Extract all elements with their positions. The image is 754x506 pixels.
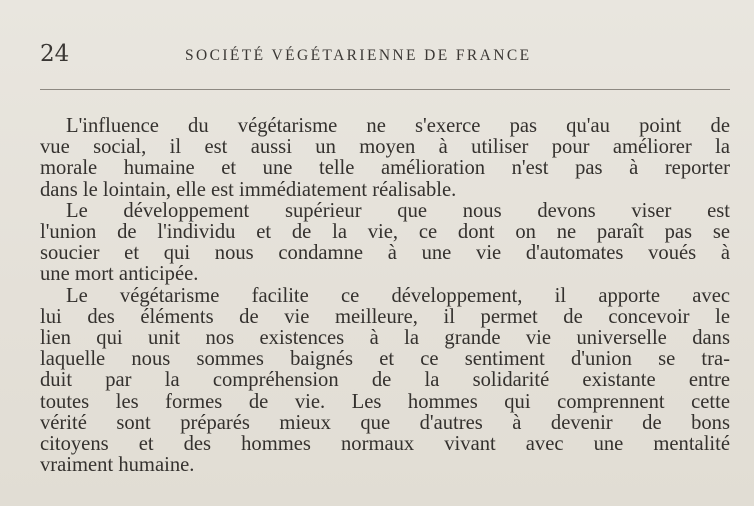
text-line: vue social, il est aussi un moyen à utiliser pour améliorer la [40,136,730,159]
text-line: lien qui unit nos existences à la grande vie universelle dans [40,327,730,350]
text-line: une mort anticipée. [40,263,199,286]
text-line: dans le lointain, elle est immédiatement réalisable. [40,178,457,201]
text-line: l'union de l'individu et de la vie, ce dont on ne paraît pas se [40,221,730,244]
text-line: laquelle nous sommes baignés et ce sentiment d'union se tra- [40,348,730,371]
paragraph-3 [40,286,730,477]
text-line: soucier et qui nous condamne à une vie d'automates voués à [40,242,730,265]
header-rule [40,89,730,90]
text-line: lui des éléments de vie meilleure, il permet de concevoir le [40,305,730,328]
paragraph-2 [40,201,730,286]
text-line: Le développement supérieur que nous devons viser est [66,199,730,222]
paragraph-1 [40,116,730,201]
page-number: 24 [40,41,70,67]
text-line: vraiment humaine. [40,454,195,477]
text-line: morale humaine et une telle amélioration n'est pas à reporter [40,157,730,180]
text-line: Le végétarisme facilite ce développement, il apporte avec [66,284,730,307]
body-text [40,116,730,476]
running-head: SOCIÉTÉ VÉGÉTARIENNE DE FRANCE [185,47,532,64]
text-line: vérité sont préparés mieux que d'autres à devenir de bons [40,411,730,434]
text-line: L'influence du végétarisme ne s'exerce pas qu'au point de [66,115,730,137]
text-line: toutes les formes de vie. Les hommes qui comprennent cette [40,390,730,413]
text-line: citoyens et des hommes normaux vivant avec une mentalité [40,433,730,456]
text-line: duit par la compréhension de la solidarité existante entre [40,369,730,392]
page-header [40,40,730,70]
